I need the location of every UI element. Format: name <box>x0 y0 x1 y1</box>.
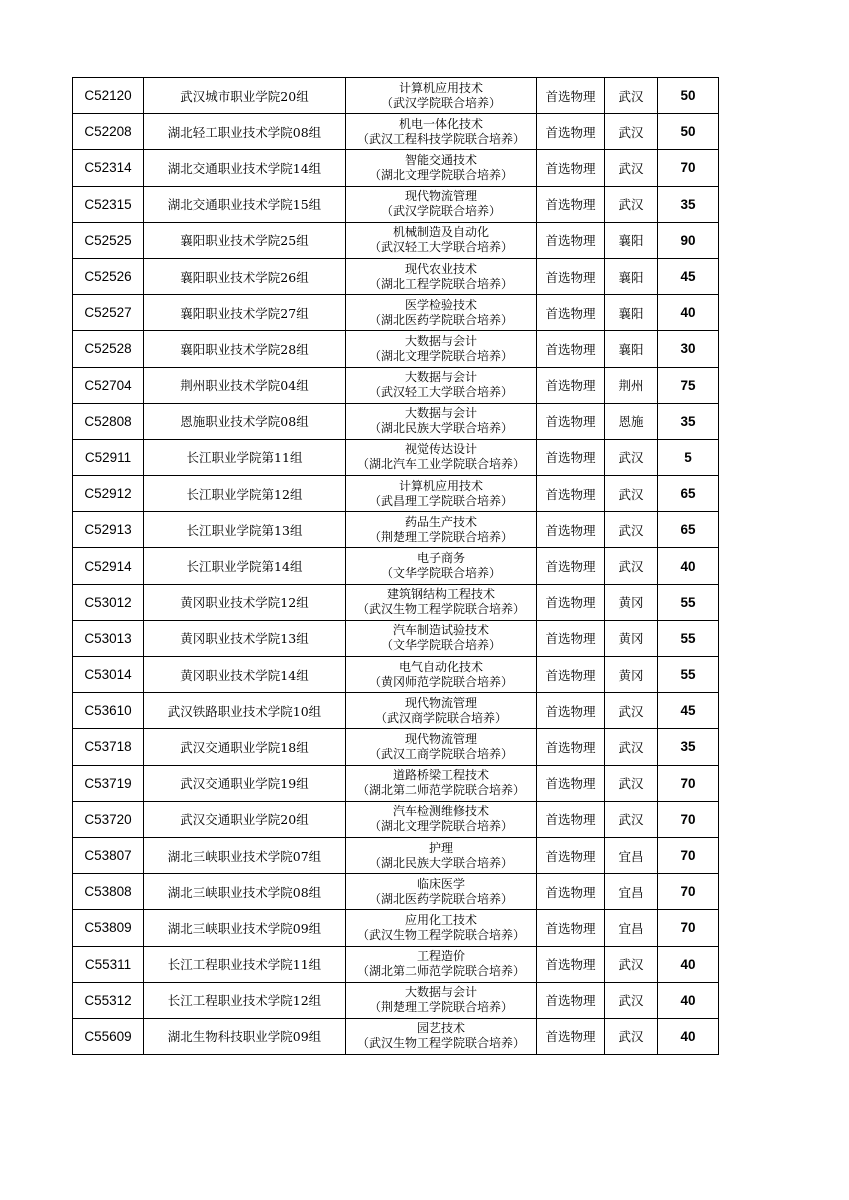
table-row <box>73 874 719 910</box>
city-cell: 襄阳 <box>605 331 658 367</box>
city-cell: 襄阳 <box>605 258 658 294</box>
major-name: 现代物流管理 <box>404 731 477 746</box>
table-row <box>73 620 719 656</box>
subject-requirement-cell: 首选物理 <box>537 403 605 439</box>
subject-requirement-cell: 首选物理 <box>537 837 605 873</box>
plan-count-cell: 45 <box>658 693 719 729</box>
major-cell <box>346 403 537 439</box>
institution-cell: 湖北三峡职业技术学院09组 <box>144 910 346 946</box>
institution-cell: 黄冈职业技术学院13组 <box>144 620 346 656</box>
city-cell: 武汉 <box>605 693 658 729</box>
major-name: 汽车制造试验技术 <box>392 623 489 638</box>
subject-requirement-cell: 首选物理 <box>537 439 605 475</box>
table-row <box>73 765 719 801</box>
institution-cell: 湖北三峡职业技术学院07组 <box>144 837 346 873</box>
group-code-cell: C52528 <box>73 331 144 367</box>
group-code-cell: C55311 <box>73 946 144 982</box>
group-code-cell: C52911 <box>73 439 144 475</box>
major-cell <box>346 620 537 656</box>
institution-cell: 恩施职业技术学院08组 <box>144 403 346 439</box>
major-name: 机电一体化技术 <box>398 116 483 131</box>
major-cell <box>346 729 537 765</box>
plan-count-cell: 55 <box>658 584 719 620</box>
major-cell <box>346 1018 537 1054</box>
partner-note: （湖北文理学院联合培养） <box>368 167 513 182</box>
institution-cell: 长江工程职业技术学院11组 <box>144 946 346 982</box>
group-code-cell: C52314 <box>73 150 144 186</box>
major-name: 电子商务 <box>416 551 465 566</box>
major-name: 园艺技术 <box>416 1021 465 1036</box>
table-row <box>73 982 719 1018</box>
plan-count-cell: 75 <box>658 367 719 403</box>
table-row <box>73 295 719 331</box>
table-row <box>73 512 719 548</box>
city-cell: 宜昌 <box>605 874 658 910</box>
city-cell: 武汉 <box>605 729 658 765</box>
table-body <box>73 78 719 1055</box>
table-row <box>73 1018 719 1054</box>
institution-cell: 武汉交通职业学院19组 <box>144 765 346 801</box>
major-cell <box>346 693 537 729</box>
subject-requirement-cell: 首选物理 <box>537 620 605 656</box>
subject-requirement-cell: 首选物理 <box>537 476 605 512</box>
major-name: 视觉传达设计 <box>404 442 477 457</box>
institution-cell: 湖北生物科技职业学院09组 <box>144 1018 346 1054</box>
major-name: 医学检验技术 <box>404 297 477 312</box>
partner-note: （文华学院联合培养） <box>380 638 501 653</box>
institution-cell: 长江工程职业技术学院12组 <box>144 982 346 1018</box>
plan-count-cell: 70 <box>658 910 719 946</box>
group-code-cell: C53012 <box>73 584 144 620</box>
plan-count-cell: 50 <box>658 114 719 150</box>
subject-requirement-cell: 首选物理 <box>537 331 605 367</box>
plan-count-cell: 40 <box>658 946 719 982</box>
plan-count-cell: 70 <box>658 150 719 186</box>
city-cell: 武汉 <box>605 1018 658 1054</box>
city-cell: 武汉 <box>605 114 658 150</box>
plan-count-cell: 55 <box>658 620 719 656</box>
table-row <box>73 837 719 873</box>
table-row <box>73 729 719 765</box>
partner-note: （黄冈师范学院联合培养） <box>368 674 513 689</box>
major-name: 大数据与会计 <box>404 370 477 385</box>
plan-count-cell: 35 <box>658 403 719 439</box>
group-code-cell: C53610 <box>73 693 144 729</box>
group-code-cell: C52913 <box>73 512 144 548</box>
major-name: 现代物流管理 <box>404 695 477 710</box>
subject-requirement-cell: 首选物理 <box>537 801 605 837</box>
group-code-cell: C52912 <box>73 476 144 512</box>
institution-cell: 襄阳职业技术学院25组 <box>144 222 346 258</box>
major-name: 大数据与会计 <box>404 333 477 348</box>
subject-requirement-cell: 首选物理 <box>537 765 605 801</box>
major-cell <box>346 584 537 620</box>
major-cell <box>346 78 537 114</box>
major-name: 药品生产技术 <box>404 514 477 529</box>
city-cell: 襄阳 <box>605 222 658 258</box>
subject-requirement-cell: 首选物理 <box>537 946 605 982</box>
group-code-cell: C55609 <box>73 1018 144 1054</box>
institution-cell: 襄阳职业技术学院26组 <box>144 258 346 294</box>
table-row <box>73 114 719 150</box>
table-row <box>73 150 719 186</box>
table-row <box>73 910 719 946</box>
partner-note: （湖北文理学院联合培养） <box>368 348 513 363</box>
group-code-cell: C52914 <box>73 548 144 584</box>
table-row <box>73 367 719 403</box>
institution-cell: 荆州职业技术学院04组 <box>144 367 346 403</box>
major-cell <box>346 476 537 512</box>
major-cell <box>346 548 537 584</box>
plan-count-cell: 35 <box>658 729 719 765</box>
plan-count-cell: 90 <box>658 222 719 258</box>
subject-requirement-cell: 首选物理 <box>537 729 605 765</box>
major-cell <box>346 114 537 150</box>
plan-count-cell: 70 <box>658 765 719 801</box>
institution-cell: 武汉城市职业学院20组 <box>144 78 346 114</box>
table-row <box>73 657 719 693</box>
city-cell: 宜昌 <box>605 910 658 946</box>
city-cell: 武汉 <box>605 476 658 512</box>
partner-note: （武汉商学院联合培养） <box>374 710 507 725</box>
major-cell <box>346 837 537 873</box>
subject-requirement-cell: 首选物理 <box>537 657 605 693</box>
group-code-cell: C52704 <box>73 367 144 403</box>
group-code-cell: C53809 <box>73 910 144 946</box>
major-cell <box>346 186 537 222</box>
major-cell <box>346 657 537 693</box>
institution-cell: 湖北交通职业技术学院15组 <box>144 186 346 222</box>
institution-cell: 湖北三峡职业技术学院08组 <box>144 874 346 910</box>
major-name: 电气自动化技术 <box>398 659 483 674</box>
major-name: 智能交通技术 <box>404 152 477 167</box>
subject-requirement-cell: 首选物理 <box>537 367 605 403</box>
group-code-cell: C52527 <box>73 295 144 331</box>
major-cell <box>346 258 537 294</box>
group-code-cell: C52525 <box>73 222 144 258</box>
table-row <box>73 584 719 620</box>
partner-note: （武汉工程科技学院联合培养） <box>356 131 525 146</box>
subject-requirement-cell: 首选物理 <box>537 150 605 186</box>
institution-cell: 长江职业学院第13组 <box>144 512 346 548</box>
major-cell <box>346 150 537 186</box>
group-code-cell: C52526 <box>73 258 144 294</box>
group-code-cell: C53808 <box>73 874 144 910</box>
city-cell: 武汉 <box>605 548 658 584</box>
table-row <box>73 258 719 294</box>
major-cell <box>346 874 537 910</box>
major-name: 工程造价 <box>416 949 465 964</box>
major-name: 计算机应用技术 <box>398 80 483 95</box>
group-code-cell: C55312 <box>73 982 144 1018</box>
subject-requirement-cell: 首选物理 <box>537 584 605 620</box>
subject-requirement-cell: 首选物理 <box>537 910 605 946</box>
subject-requirement-cell: 首选物理 <box>537 693 605 729</box>
major-name: 汽车检测维修技术 <box>392 804 489 819</box>
plan-count-cell: 70 <box>658 801 719 837</box>
partner-note: （湖北民族大学联合培养） <box>368 855 513 870</box>
group-code-cell: C53718 <box>73 729 144 765</box>
group-code-cell: C52208 <box>73 114 144 150</box>
subject-requirement-cell: 首选物理 <box>537 1018 605 1054</box>
group-code-cell: C52808 <box>73 403 144 439</box>
subject-requirement-cell: 首选物理 <box>537 114 605 150</box>
institution-cell: 湖北交通职业技术学院14组 <box>144 150 346 186</box>
table-row <box>73 186 719 222</box>
partner-note: （湖北第二师范学院联合培养） <box>356 783 525 798</box>
city-cell: 宜昌 <box>605 837 658 873</box>
institution-cell: 长江职业学院第12组 <box>144 476 346 512</box>
plan-count-cell: 40 <box>658 548 719 584</box>
subject-requirement-cell: 首选物理 <box>537 78 605 114</box>
partner-note: （湖北第二师范学院联合培养） <box>356 964 525 979</box>
subject-requirement-cell: 首选物理 <box>537 295 605 331</box>
table-row <box>73 403 719 439</box>
city-cell: 黄冈 <box>605 620 658 656</box>
table-row <box>73 78 719 114</box>
partner-note: （荆楚理工学院联合培养） <box>368 1000 513 1015</box>
city-cell: 恩施 <box>605 403 658 439</box>
admission-table <box>72 77 719 1055</box>
institution-cell: 湖北轻工职业技术学院08组 <box>144 114 346 150</box>
plan-count-cell: 65 <box>658 512 719 548</box>
major-cell <box>346 765 537 801</box>
city-cell: 黄冈 <box>605 657 658 693</box>
partner-note: （武汉轻工大学联合培养） <box>368 240 513 255</box>
major-name: 大数据与会计 <box>404 406 477 421</box>
plan-count-cell: 30 <box>658 331 719 367</box>
major-name: 护理 <box>428 840 453 855</box>
plan-count-cell: 65 <box>658 476 719 512</box>
city-cell: 武汉 <box>605 439 658 475</box>
subject-requirement-cell: 首选物理 <box>537 222 605 258</box>
partner-note: （武汉生物工程学院联合培养） <box>356 602 525 617</box>
partner-note: （湖北民族大学联合培养） <box>368 421 513 436</box>
subject-requirement-cell: 首选物理 <box>537 982 605 1018</box>
major-cell <box>346 222 537 258</box>
table-row <box>73 801 719 837</box>
partner-note: （文华学院联合培养） <box>380 566 501 581</box>
institution-cell: 武汉交通职业学院20组 <box>144 801 346 837</box>
plan-count-cell: 40 <box>658 982 719 1018</box>
major-cell <box>346 982 537 1018</box>
plan-count-cell: 55 <box>658 657 719 693</box>
institution-cell: 黄冈职业技术学院14组 <box>144 657 346 693</box>
partner-note: （武汉学院联合培养） <box>380 204 501 219</box>
partner-note: （湖北医药学院联合培养） <box>368 312 513 327</box>
table-row <box>73 548 719 584</box>
group-code-cell: C53720 <box>73 801 144 837</box>
major-name: 现代物流管理 <box>404 189 477 204</box>
major-cell <box>346 439 537 475</box>
city-cell: 襄阳 <box>605 295 658 331</box>
group-code-cell: C52315 <box>73 186 144 222</box>
table-row <box>73 693 719 729</box>
institution-cell: 黄冈职业技术学院12组 <box>144 584 346 620</box>
subject-requirement-cell: 首选物理 <box>537 258 605 294</box>
plan-count-cell: 35 <box>658 186 719 222</box>
plan-count-cell: 50 <box>658 78 719 114</box>
partner-note: （荆楚理工学院联合培养） <box>368 529 513 544</box>
partner-note: （武汉生物工程学院联合培养） <box>356 1036 525 1051</box>
partner-note: （湖北工程学院联合培养） <box>368 276 513 291</box>
major-name: 机械制造及自动化 <box>392 225 489 240</box>
major-cell <box>346 367 537 403</box>
group-code-cell: C53014 <box>73 657 144 693</box>
city-cell: 武汉 <box>605 982 658 1018</box>
partner-note: （湖北文理学院联合培养） <box>368 819 513 834</box>
partner-note: （湖北汽车工业学院联合培养） <box>356 457 525 472</box>
city-cell: 武汉 <box>605 801 658 837</box>
partner-note: （武昌理工学院联合培养） <box>368 493 513 508</box>
partner-note: （武汉轻工大学联合培养） <box>368 385 513 400</box>
table-row <box>73 476 719 512</box>
major-name: 大数据与会计 <box>404 985 477 1000</box>
plan-count-cell: 45 <box>658 258 719 294</box>
major-name: 计算机应用技术 <box>398 478 483 493</box>
city-cell: 武汉 <box>605 512 658 548</box>
table-row <box>73 222 719 258</box>
table-row <box>73 439 719 475</box>
major-cell <box>346 295 537 331</box>
table-row <box>73 331 719 367</box>
group-code-cell: C53013 <box>73 620 144 656</box>
partner-note: （湖北医药学院联合培养） <box>368 891 513 906</box>
institution-cell: 长江职业学院第11组 <box>144 439 346 475</box>
plan-count-cell: 5 <box>658 439 719 475</box>
major-name: 现代农业技术 <box>404 261 477 276</box>
institution-cell: 武汉交通职业学院18组 <box>144 729 346 765</box>
group-code-cell: C52120 <box>73 78 144 114</box>
institution-cell: 武汉铁路职业技术学院10组 <box>144 693 346 729</box>
major-cell <box>346 946 537 982</box>
subject-requirement-cell: 首选物理 <box>537 186 605 222</box>
table-row <box>73 946 719 982</box>
plan-count-cell: 40 <box>658 295 719 331</box>
major-cell <box>346 331 537 367</box>
major-name: 建筑钢结构工程技术 <box>386 587 495 602</box>
subject-requirement-cell: 首选物理 <box>537 874 605 910</box>
subject-requirement-cell: 首选物理 <box>537 512 605 548</box>
city-cell: 武汉 <box>605 765 658 801</box>
group-code-cell: C53807 <box>73 837 144 873</box>
partner-note: （武汉生物工程学院联合培养） <box>356 927 525 942</box>
subject-requirement-cell: 首选物理 <box>537 548 605 584</box>
major-cell <box>346 512 537 548</box>
city-cell: 武汉 <box>605 946 658 982</box>
city-cell: 荆州 <box>605 367 658 403</box>
city-cell: 武汉 <box>605 150 658 186</box>
major-cell <box>346 910 537 946</box>
plan-count-cell: 70 <box>658 837 719 873</box>
group-code-cell: C53719 <box>73 765 144 801</box>
city-cell: 黄冈 <box>605 584 658 620</box>
institution-cell: 襄阳职业技术学院28组 <box>144 331 346 367</box>
city-cell: 武汉 <box>605 186 658 222</box>
partner-note: （武汉学院联合培养） <box>380 95 501 110</box>
plan-count-cell: 70 <box>658 874 719 910</box>
institution-cell: 长江职业学院第14组 <box>144 548 346 584</box>
major-name: 应用化工技术 <box>404 912 477 927</box>
major-cell <box>346 801 537 837</box>
major-name: 道路桥梁工程技术 <box>392 768 489 783</box>
city-cell: 武汉 <box>605 78 658 114</box>
partner-note: （武汉工商学院联合培养） <box>368 746 513 761</box>
major-name: 临床医学 <box>416 876 465 891</box>
institution-cell: 襄阳职业技术学院27组 <box>144 295 346 331</box>
plan-count-cell: 40 <box>658 1018 719 1054</box>
